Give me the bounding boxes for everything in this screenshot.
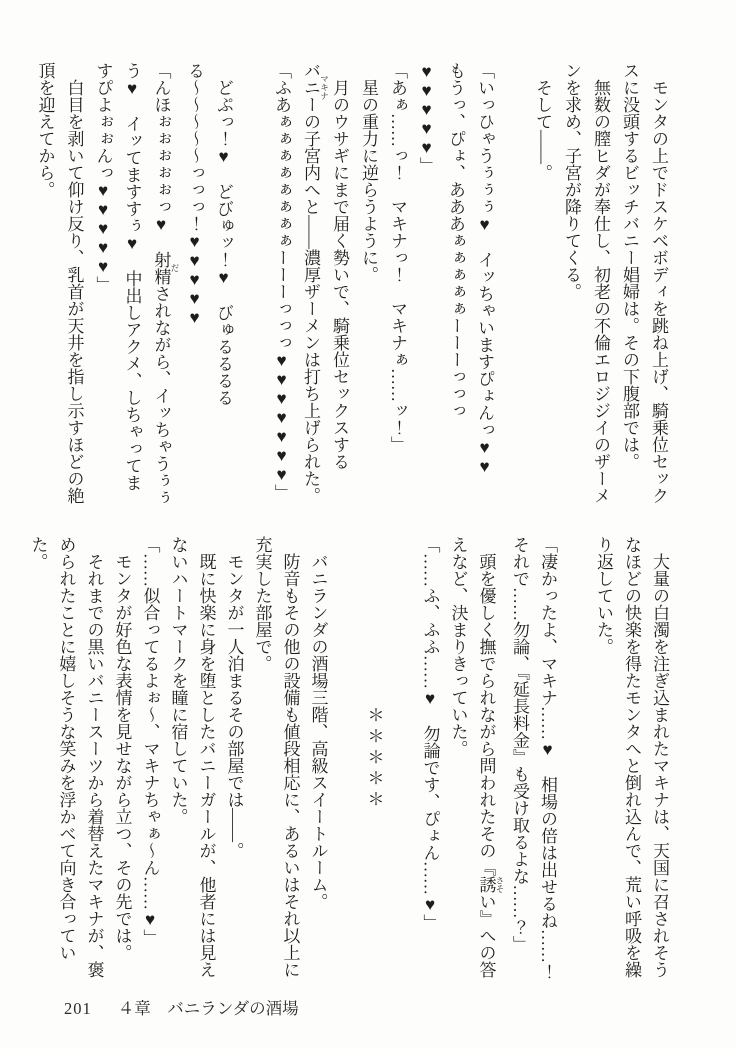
text-line: 白目を剥いて仰け反り、乳首が天井を指し示すほどの絶頂を迎えてから。 <box>35 62 84 504</box>
text-line: そして――。 <box>533 79 552 181</box>
text-line: どぷっ！♥ どびゅッ！♥ びゅるるるるる〜〜〜〜〜っっっ！♥♥♥♥♥ <box>185 62 233 406</box>
text-line: 「……ふ、ふふ……♥ 勿論です、ぴょん……♥」 <box>420 536 440 931</box>
page-number: 201 <box>64 999 92 1018</box>
chapter-title: ４章 バニランダの酒場 <box>117 999 299 1018</box>
text-line: 月のウサギにまで届く勢いで、騎乗位セックスするバニー マキナの子宮内へと――濃厚ザーメンは打ち上げられた。 <box>301 62 349 504</box>
text-line: 「ふあぁぁぁぁぁぁぁぁーーーっっっ♥♥♥♥♥♥♥」 <box>272 62 291 501</box>
footer <box>64 995 299 1019</box>
text-line: 既に快楽に身を堕としたバニーガールが、他者には見えないハートマークを瞳に宿していた。 <box>168 536 216 978</box>
blank-line <box>388 536 416 980</box>
text-line: 「……似合ってるよぉ〜、マキナちゃぁ〜ん……♥」 <box>140 536 160 946</box>
text-line: 無数の膣ヒダが奉仕し、初老の不倫エロジジイのザーメンを求め、子宮が降りてくる。 <box>562 62 610 504</box>
text-line: モンタが好色な表情を見せながら立つ、その先では。 <box>112 553 132 961</box>
text-line: それまでの黒いバニースーツから着替えたマキナが、褒められたことに嬉しそうな笑みを浮かべて向き合っていた。 <box>28 536 104 978</box>
text-line: 「いっひゃうぅぅぅ♥ イッちゃいますぴょんっ♥♥ もうっ、ぴょ、あああぁぁぁぁぁーーーっっっ♥♥♥♥♥」 <box>417 62 494 493</box>
text-line: 星の重力に逆らうように。 <box>359 79 378 283</box>
text-line: 頭を優しく撫でられながら問われたその『誘 さそい』への答えなど、決まりきっていた。 <box>448 536 505 978</box>
blank-line <box>499 62 528 506</box>
text-line: バニランダの酒場三階、高級スイートルーム。 <box>308 553 328 910</box>
top-text-block <box>31 62 674 506</box>
ruby-annotated-word: 誘 さそ <box>476 876 505 893</box>
text-line: 防音もその他の設備も値段相応に、あるいはそれ以上に充実した部屋で。 <box>252 536 300 978</box>
blank-line <box>561 536 589 980</box>
scene-separator: ＊＊＊＊＊ <box>364 705 384 811</box>
blank-line <box>238 62 267 506</box>
ruby-annotated-word: 射精 だ <box>151 251 180 285</box>
bottom-text-block <box>24 536 674 980</box>
text-line: 「んほぉぉぉぉぉっ♥ 射精 だされながら、イッちゃうぅぅう♥ イッてますすぅ♥ 中出しアクメ、しちゃってますぴよぉぉんっ♥♥♥♥♥」 <box>93 62 180 506</box>
text-line: 「あぁ……っ！ マキナっ！ マキナぁ……ッ！」 <box>388 62 407 453</box>
text-line: 大量の白濁を注ぎ込まれたマキナは、天国に召されそうなほどの快楽を得たモンタへと倒れ込んで、荒い呼吸を繰り返していた。 <box>594 536 669 978</box>
text-line: モンタが一人泊まるその部屋では――。 <box>224 553 244 859</box>
text-line: モンタの上でドスケベボディを跳ね上げ、騎乗位セックスに没頭するビッチバニー娼婦は。その下腹部では。 <box>620 62 668 504</box>
text-line: 「凄かったよ、マキナ……♥ 相場の倍は出せるね……！それで……勿論、『延長料金』も受け取るよな……？」 <box>510 536 557 980</box>
blank-line <box>332 536 360 980</box>
ruby-annotated-word: バニー マキナ <box>301 62 330 113</box>
